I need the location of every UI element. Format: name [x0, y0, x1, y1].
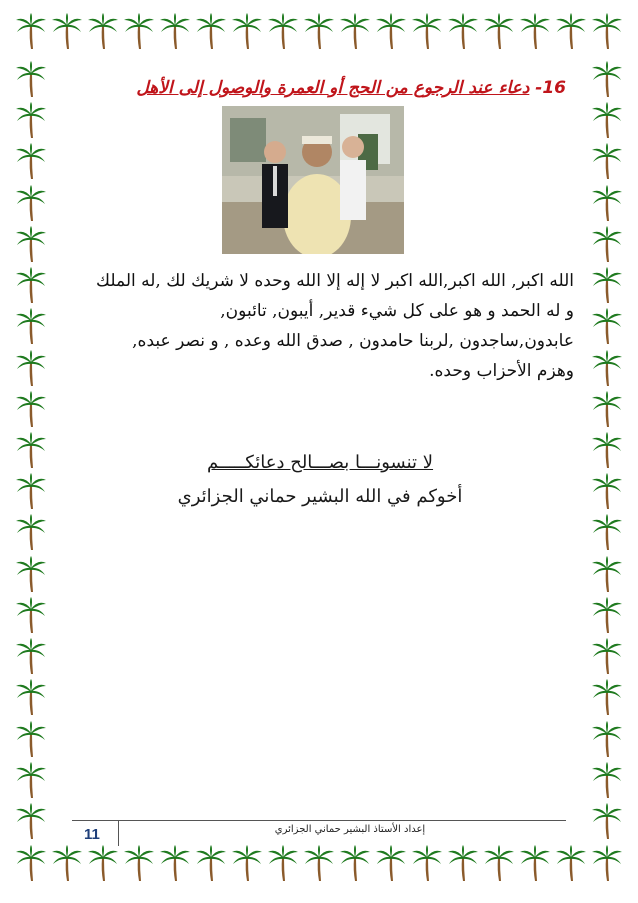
palm-tree-icon [590, 802, 624, 840]
palm-tree-icon [14, 555, 48, 593]
palm-tree-icon [86, 844, 120, 886]
footer-author: إعداد الأستاذ البشير حماني الجزائري [274, 824, 426, 835]
palm-tree-icon [590, 307, 624, 345]
palm-tree-icon [590, 555, 624, 593]
palm-tree-icon [122, 844, 156, 886]
palm-tree-icon [14, 225, 48, 263]
palm-tree-icon [554, 844, 588, 886]
palm-tree-icon [590, 390, 624, 428]
palm-border-bottom [14, 844, 624, 886]
palm-tree-icon [590, 472, 624, 510]
dua-line: الله اكبر, الله اكبر,الله اكبر لا إله إلا الله وحده لا شريك لك ,له الملك [96, 271, 574, 291]
palm-tree-icon [590, 101, 624, 139]
palm-tree-icon [590, 513, 624, 551]
palm-tree-icon [266, 844, 300, 886]
palm-tree-icon [590, 225, 624, 263]
palm-tree-icon [590, 142, 624, 180]
palm-tree-icon [590, 720, 624, 758]
palm-tree-icon [590, 266, 624, 304]
palm-tree-icon [590, 431, 624, 469]
palm-tree-icon [14, 142, 48, 180]
palm-tree-icon [14, 266, 48, 304]
palm-tree-icon [410, 12, 444, 54]
palm-tree-icon [374, 12, 408, 54]
dua-paragraph [64, 266, 574, 386]
palm-tree-icon [14, 513, 48, 551]
palm-tree-icon [230, 844, 264, 886]
closing-signature: أخوكم في الله البشير حماني الجزائري [177, 486, 463, 507]
palm-border-top [14, 12, 624, 54]
palm-tree-icon [14, 431, 48, 469]
palm-tree-icon [50, 844, 84, 886]
palm-tree-icon [14, 844, 48, 886]
palm-tree-icon [554, 12, 588, 54]
palm-tree-icon [482, 844, 516, 886]
palm-tree-icon [518, 844, 552, 886]
family-photo [222, 106, 404, 254]
palm-tree-icon [590, 184, 624, 222]
page-number: 11 [84, 826, 100, 843]
palm-tree-icon [266, 12, 300, 54]
palm-tree-icon [14, 12, 48, 54]
palm-tree-icon [194, 844, 228, 886]
palm-tree-icon [446, 12, 480, 54]
heading-title: دعاء عند الرجوع من الحج أو العمرة والوصول إلى الأهل [136, 78, 530, 98]
palm-tree-icon [158, 844, 192, 886]
palm-tree-icon [590, 596, 624, 634]
palm-tree-icon [14, 101, 48, 139]
footer-divider [118, 820, 119, 846]
palm-tree-icon [14, 184, 48, 222]
dua-line: وهزم الأحزاب وحده. [429, 361, 574, 381]
palm-tree-icon [14, 390, 48, 428]
footer-rule [72, 820, 566, 821]
palm-tree-icon [14, 596, 48, 634]
palm-tree-icon [446, 844, 480, 886]
dua-line: عابدون,ساجدون ,لربنا حامدون , صدق الله وعده , و نصر عبده, [132, 331, 574, 351]
palm-tree-icon [14, 349, 48, 387]
palm-tree-icon [14, 761, 48, 799]
palm-tree-icon [14, 307, 48, 345]
palm-tree-icon [302, 844, 336, 886]
palm-tree-icon [410, 844, 444, 886]
palm-tree-icon [338, 12, 372, 54]
palm-tree-icon [590, 678, 624, 716]
dua-line: و له الحمد و هو على كل شيء قدير, أيبون, تائبون, [220, 301, 574, 321]
palm-tree-icon [590, 12, 624, 54]
palm-tree-icon [590, 637, 624, 675]
palm-tree-icon [518, 12, 552, 54]
palm-tree-icon [14, 637, 48, 675]
palm-tree-icon [14, 472, 48, 510]
palm-tree-icon [590, 349, 624, 387]
palm-tree-icon [302, 12, 336, 54]
palm-tree-icon [14, 720, 48, 758]
heading-number: 16- [535, 78, 566, 98]
family-photo-icon [222, 106, 404, 254]
section-heading [76, 78, 566, 98]
closing-request: لا تنسونـــا بصـــالح دعائكـــــم [206, 452, 434, 473]
palm-tree-icon [158, 12, 192, 54]
palm-tree-icon [374, 844, 408, 886]
palm-tree-icon [14, 802, 48, 840]
palm-border-left [14, 60, 48, 840]
palm-tree-icon [590, 60, 624, 98]
palm-tree-icon [482, 12, 516, 54]
palm-tree-icon [122, 12, 156, 54]
palm-tree-icon [50, 12, 84, 54]
palm-tree-icon [14, 678, 48, 716]
palm-tree-icon [338, 844, 372, 886]
palm-tree-icon [14, 60, 48, 98]
palm-tree-icon [590, 844, 624, 886]
palm-border-right [590, 60, 624, 840]
palm-tree-icon [86, 12, 120, 54]
palm-tree-icon [230, 12, 264, 54]
palm-tree-icon [590, 761, 624, 799]
palm-tree-icon [194, 12, 228, 54]
